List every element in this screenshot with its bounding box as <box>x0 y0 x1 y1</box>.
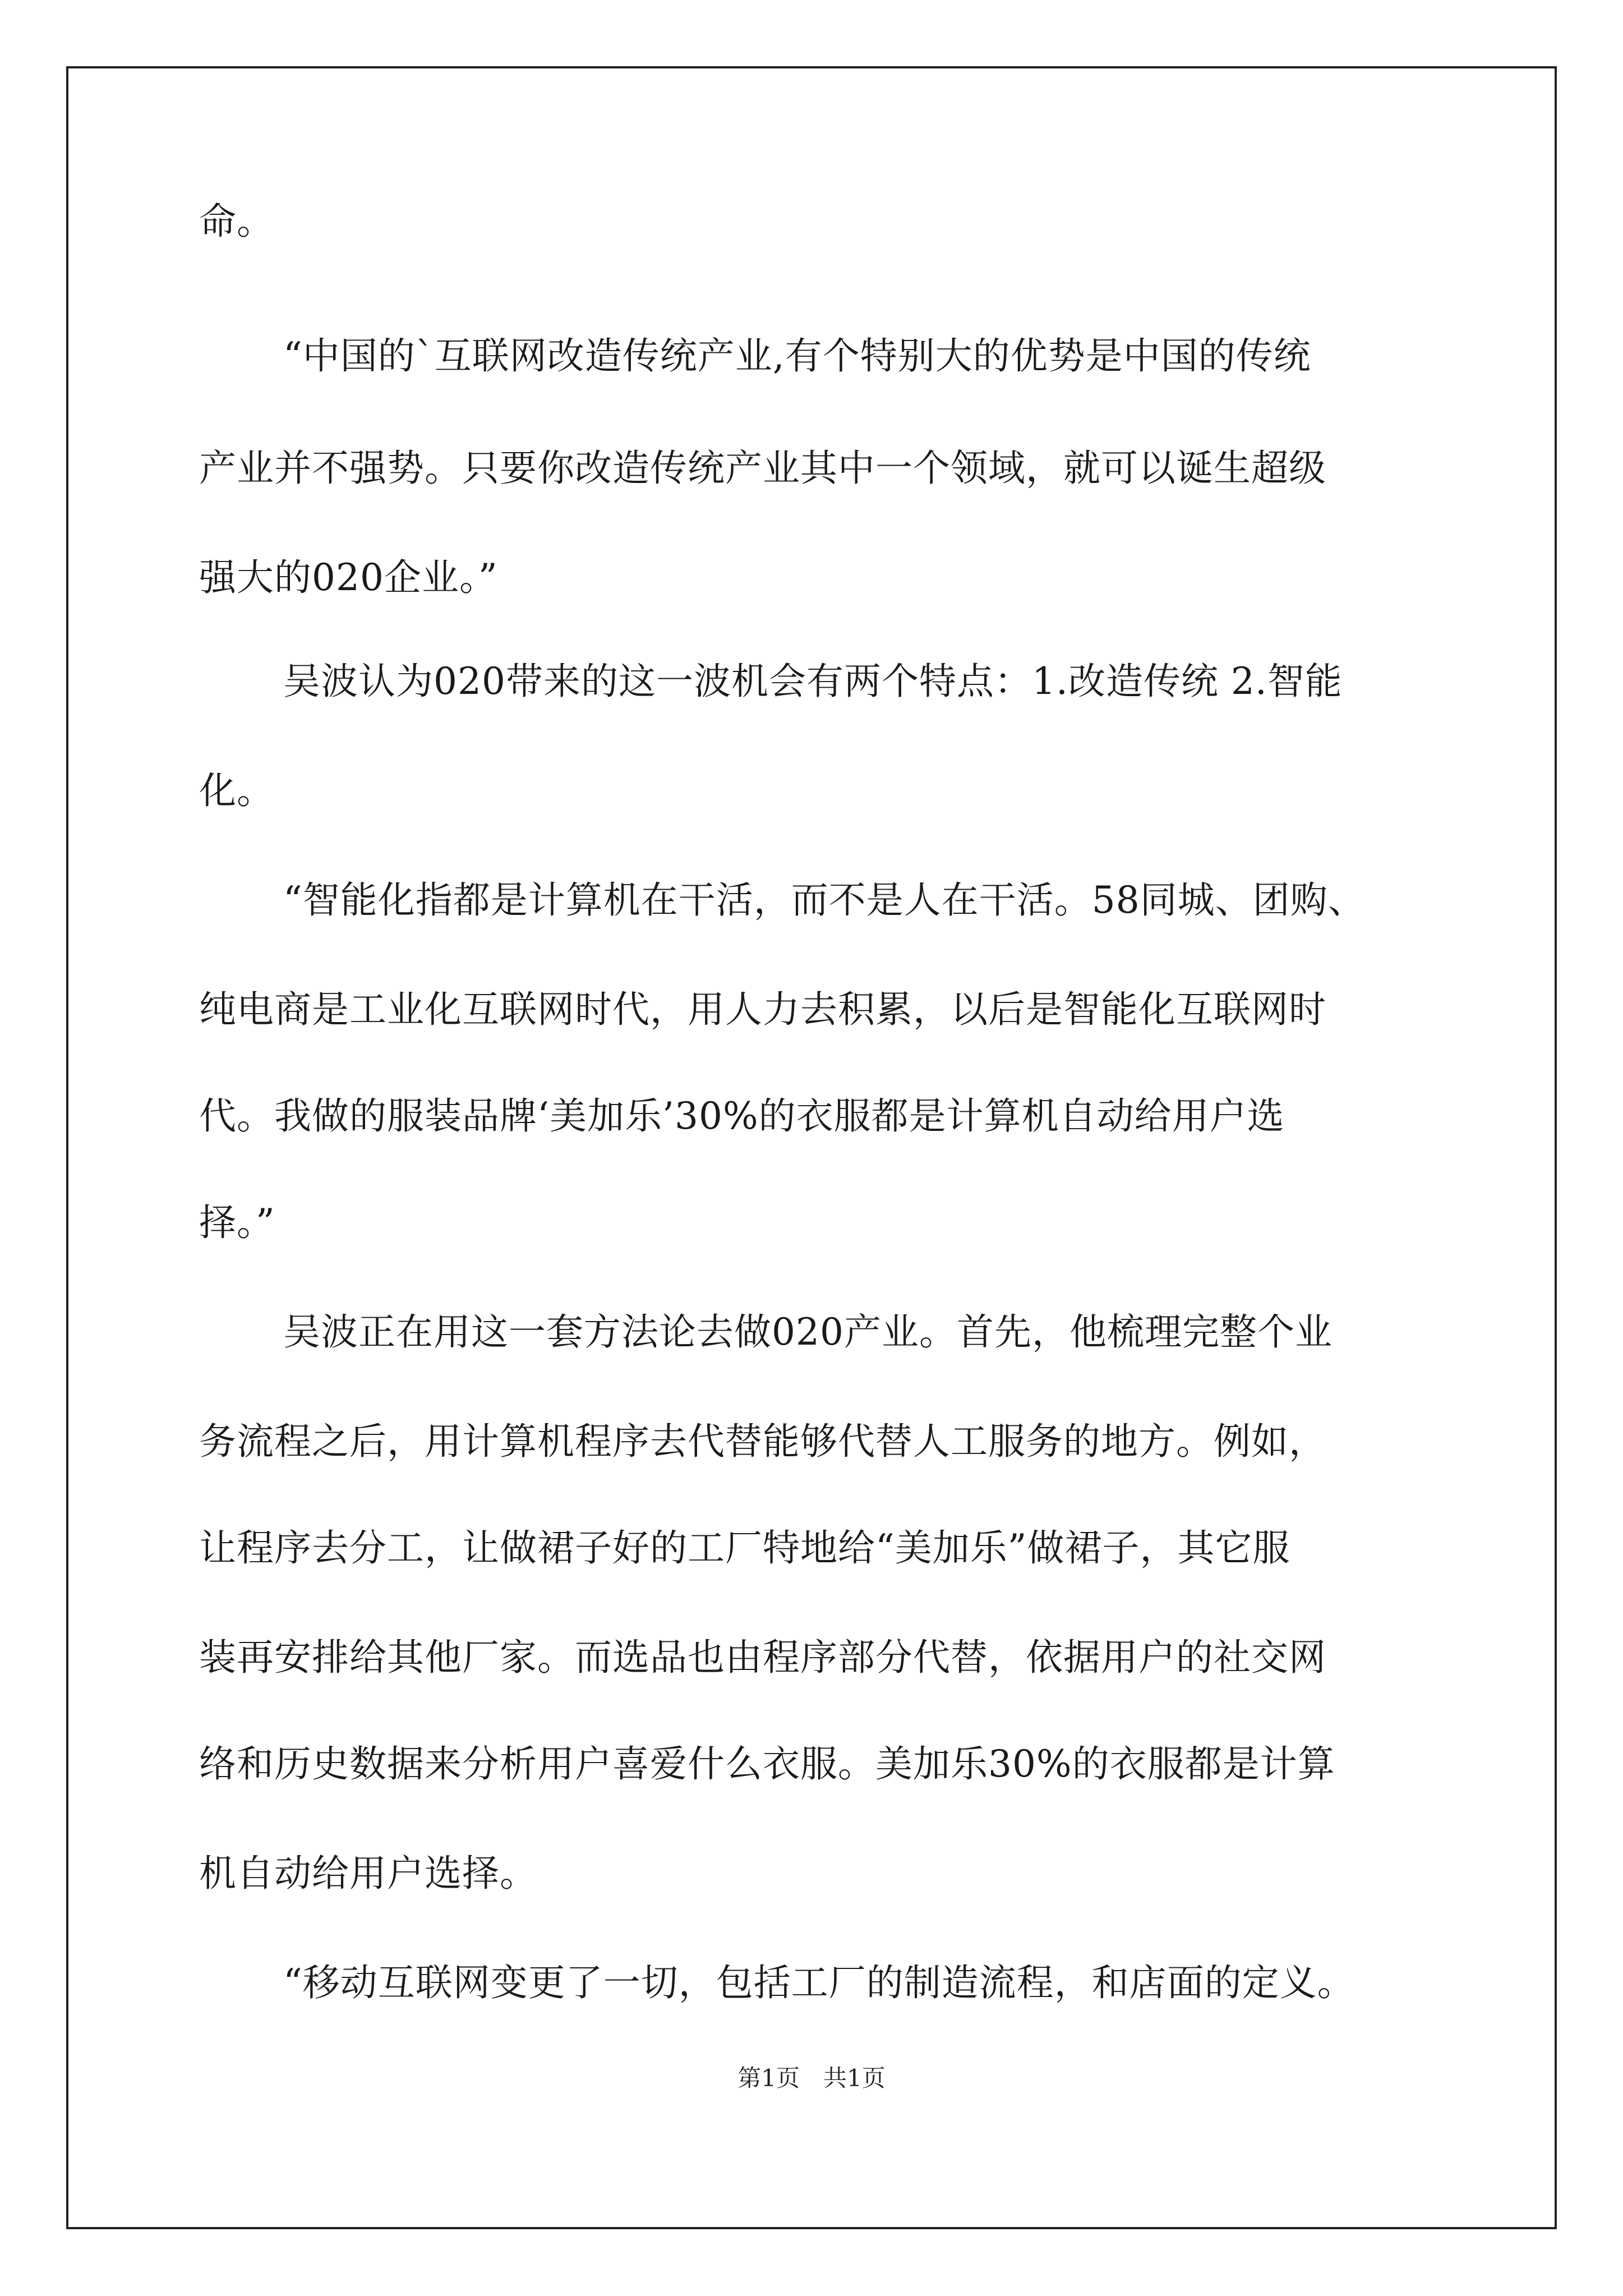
text-line-1: 命。 <box>199 200 274 243</box>
text-line-11: 吴波正在用这一套方法论去做020产业。首先，他梳理完整个业 <box>283 1310 1332 1354</box>
text-line-5: 吴波认为020带来的这一波机会有两个特点：1.改造传统 2.智能 <box>283 660 1343 703</box>
text-line-14: 装再安排给其他厂家。而选品也由程序部分代替，依据用户的社交网 <box>199 1636 1326 1679</box>
text-line-17: “移动互联网变更了一切，包括工厂的制造流程，和店面的定义。 <box>283 1961 1355 2004</box>
text-line-7: “智能化指都是计算机在干活，而不是人在干活。58同城、团购、 <box>283 878 1366 922</box>
text-line-16: 机自动给用户选择。 <box>199 1852 537 1895</box>
page-number-footer: 第1页 共1页 <box>737 2064 886 2092</box>
text-line-3: 产业并不强势。只要你改造传统产业其中一个领域，就可以诞生超级 <box>199 447 1326 490</box>
text-line-12: 务流程之后，用计算机程序去代替能够代替人工服务的地方。例如， <box>199 1420 1326 1463</box>
text-line-6: 化。 <box>199 769 274 812</box>
page-border <box>66 66 1557 2229</box>
text-line-8: 纯电商是工业化互联网时代，用人力去积累，以后是智能化互联网时 <box>199 988 1326 1031</box>
text-line-2: “中国的`互联网改造传统产业,有个特别大的优势是中国的传统 <box>283 334 1311 378</box>
text-line-9: 代。我做的服装品牌‘美加乐’30%的衣服都是计算机自动给用户选 <box>199 1094 1285 1138</box>
text-line-13: 让程序去分工，让做裙子好的工厂特地给“美加乐”做裙子，其它服 <box>199 1526 1290 1570</box>
text-line-15: 络和历史数据来分析用户喜爱什么衣服。美加乐30%的衣服都是计算 <box>199 1742 1335 1786</box>
text-line-4: 强大的020企业。” <box>199 556 498 599</box>
text-line-10: 择。” <box>199 1201 275 1244</box>
